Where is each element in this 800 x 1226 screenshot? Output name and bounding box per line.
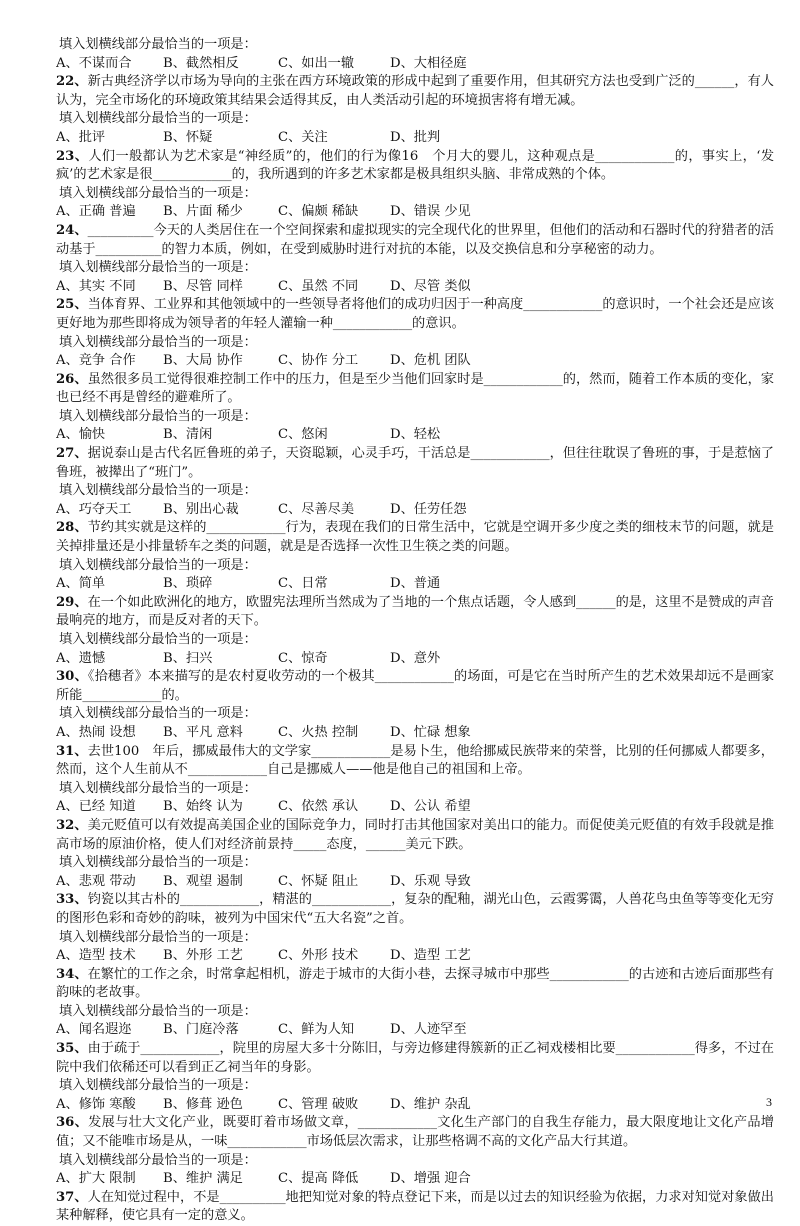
answer-option: C、怀疑 阻止 <box>278 873 359 889</box>
question-text: 由于疏于____________，院里的房屋大多十分陈旧，与旁边修建得簇新的正乙祠戏楼相比要____________得多，不过在院中我们依稀还可以看到正乙祠当年的身影。 <box>56 1041 774 1075</box>
question-stem <box>56 743 774 780</box>
question-stem <box>56 1189 774 1226</box>
question-text: 发展与壮大文化产业，既要盯着市场做文章，____________文化生产部门的自我生存能力，最大限度地让文化产品增值；又不能唯市场是从，一味____________市场低层次需求，让那些格调不高的文化产品大行其道。 <box>56 1115 774 1150</box>
question-number: 28、 <box>56 520 88 536</box>
question-text: 钧瓷以其古朴的____________，精湛的____________，复杂的配釉，湖光山色，云霞雾霭，人兽花鸟虫鱼等等变化无穷的图形色彩和奇妙的韵味，被列为中国宋代“五大名瓷”之首。 <box>56 892 774 926</box>
question-number: 35、 <box>56 1041 88 1057</box>
question-stem <box>56 445 774 482</box>
question-number: 24、 <box>56 222 88 238</box>
answer-option: B、清闲 <box>163 427 213 443</box>
question-stem <box>56 222 774 259</box>
answer-option: C、外形 技术 <box>278 948 359 964</box>
answer-option: D、任劳任怨 <box>390 501 467 517</box>
answer-options <box>56 947 774 966</box>
question-number: 30、 <box>56 669 88 685</box>
question-number: 34、 <box>56 966 88 982</box>
question-stem <box>56 371 774 408</box>
answer-option: D、忙碌 想象 <box>390 724 471 740</box>
question-text: 人们一般都认为艺术家是“神经质”的，他们的行为像16 个月大的婴儿，这种观点是____________的，事实上，‘发疯’的艺术家是很____________的，我所遇到的许多艺术家都是极具组织头脑、非常成熟的个体。 <box>56 148 775 183</box>
answer-option: C、依然 承认 <box>278 799 359 815</box>
answer-option: A、不谋而合 <box>56 55 132 71</box>
question-prompt: 填入划横线部分最恰当的一项是： <box>59 483 257 499</box>
question-text: 当体育界、工业界和其他领域中的一些领导者将他们的成功归因于一种高度____________的意识时，一个社会还是应该更好地为那些即将成为领导者的年轻人灌输一种____________的意识。 <box>56 297 774 331</box>
question-stem <box>56 73 774 110</box>
answer-option: D、意外 <box>390 650 441 666</box>
answer-option: D、维护 杂乱 <box>390 1096 471 1112</box>
question-text: 美元贬值可以有效提高美国企业的国际竞争力，同时打击其他国家对美出口的能力。而促使美元贬值的有效手段就是推高市场的原油价格，使人们对经济前景持_____态度，______美元下跌。 <box>56 817 774 852</box>
question-prompt: 填入划横线部分最恰当的一项是： <box>59 408 257 424</box>
answer-options <box>56 873 774 892</box>
question-number: 37、 <box>56 1189 88 1205</box>
answer-option: B、始终 认为 <box>163 799 243 815</box>
answer-option: A、正确 普遍 <box>56 204 136 220</box>
answer-options <box>56 575 774 594</box>
answer-option: B、外形 工艺 <box>163 948 243 964</box>
question-text: 人在知觉过程中，不是__________地把知觉对象的特点登记下来，而是以过去的知识经验为依据，力求对知觉对象做出某种解释，使它具有一定的意义。 <box>56 1189 774 1224</box>
question-text: 据说泰山是古代名匠鲁班的弟子，天资聪颖，心灵手巧，干活总是____________，但往往耽误了鲁班的事，于是惹恼了鲁班，被撵出了“班门”。 <box>56 446 774 480</box>
question-number: 36、 <box>56 1115 89 1131</box>
answer-options <box>56 1021 774 1040</box>
answer-option: B、片面 稀少 <box>163 204 243 220</box>
answer-option: C、协作 分工 <box>278 353 359 369</box>
question-number: 25、 <box>56 297 88 313</box>
answer-option: B、门庭冷落 <box>163 1022 239 1038</box>
answer-option: B、怀疑 <box>163 129 213 145</box>
question-prompt: 填入划横线部分最恰当的一项是： <box>59 37 257 52</box>
question-stem <box>56 891 774 928</box>
question-prompt: 填入划横线部分最恰当的一项是： <box>59 855 257 871</box>
answer-option: A、造型 技术 <box>56 948 136 964</box>
answer-option: D、公认 希望 <box>390 799 471 815</box>
answer-option: D、尽管 类似 <box>390 278 471 294</box>
answer-options <box>56 278 774 297</box>
answer-option: A、批评 <box>56 129 106 145</box>
question-text: 《拾穗者》本来描写的是农村夏收劳动的一个极其____________的场面，可是它在当时所产生的艺术效果却远不是画家所能____________的。 <box>56 669 774 703</box>
question-number: 31、 <box>56 743 88 759</box>
answer-option: B、观望 遏制 <box>163 873 243 889</box>
question-stem <box>56 519 774 556</box>
answer-option: A、竞争 合作 <box>56 353 136 369</box>
answer-option: D、造型 工艺 <box>390 948 471 964</box>
answer-option: B、修葺 逊色 <box>163 1096 243 1112</box>
question-prompt: 填入划横线部分最恰当的一项是： <box>59 929 257 945</box>
question-number: 23、 <box>56 148 89 164</box>
answer-option: D、轻松 <box>390 427 441 443</box>
answer-options <box>56 501 774 520</box>
answer-option: B、平凡 意料 <box>163 724 243 740</box>
question-prompt: 填入划横线部分最恰当的一项是： <box>59 334 257 350</box>
answer-option: B、琐碎 <box>163 576 213 592</box>
question-stem <box>56 594 774 631</box>
answer-options <box>56 426 774 445</box>
answer-option: C、尽善尽美 <box>278 501 355 517</box>
question-number: 22、 <box>56 74 88 90</box>
answer-option: A、扩大 限制 <box>56 1171 136 1187</box>
answer-options <box>56 1096 774 1115</box>
answer-options <box>56 1170 774 1189</box>
answer-option: B、大局 协作 <box>163 353 243 369</box>
answer-option: B、维护 满足 <box>163 1171 243 1187</box>
question-prompt: 填入划横线部分最恰当的一项是： <box>59 1078 257 1094</box>
answer-option: A、愉快 <box>56 427 106 443</box>
answer-option: D、乐观 导致 <box>390 873 471 889</box>
question-prompt: 填入划横线部分最恰当的一项是： <box>59 1152 257 1168</box>
answer-option: C、惊奇 <box>278 650 328 666</box>
answer-option: B、扫兴 <box>163 650 213 666</box>
answer-option: C、鲜为人知 <box>278 1022 355 1038</box>
question-stem <box>56 1114 774 1151</box>
answer-option: C、日常 <box>278 576 328 592</box>
answer-option: C、提高 降低 <box>278 1171 359 1187</box>
answer-option: B、别出心裁 <box>163 501 239 517</box>
question-prompt: 填入划横线部分最恰当的一项是： <box>59 1003 257 1019</box>
answer-option: C、偏颇 稀缺 <box>278 204 359 220</box>
answer-option: D、错误 少见 <box>390 204 471 220</box>
question-text: 在繁忙的工作之余，时常拿起相机，游走于城市的大街小巷，去探寻城市中那些____________的古迹和古迹后面那些有韵味的老故事。 <box>56 966 774 1001</box>
answer-option: B、截然相反 <box>163 55 239 71</box>
question-text: 去世100 年后，挪威最伟大的文学家____________是易卜生，他给挪威民族带来的荣誉，比别的任何挪威人都要多，然而，这个人生前从不____________自己是挪威人——他是他自己的祖国和上帝。 <box>56 743 774 778</box>
answer-option: A、热闹 设想 <box>56 724 136 740</box>
answer-option: C、管理 破败 <box>278 1096 359 1112</box>
question-prompt: 填入划横线部分最恰当的一项是： <box>59 557 257 573</box>
question-text: 节约其实就是这样的____________行为，表现在我们的日常生活中，它就是空调开多少度之类的细枝末节的问题，就是关掉排量还是小排量轿车之类的问题，就是是否选择一次性卫生筷之类的问题。 <box>56 520 774 555</box>
question-prompt: 填入划横线部分最恰当的一项是： <box>59 260 257 276</box>
question-stem <box>56 966 774 1003</box>
question-prompt: 填入划横线部分最恰当的一项是： <box>59 111 257 127</box>
question-stem <box>56 668 774 705</box>
question-prompt: 填入划横线部分最恰当的一项是： <box>59 632 257 647</box>
answer-option: C、火热 控制 <box>278 724 359 740</box>
answer-options <box>56 798 774 817</box>
question-stem <box>56 1040 774 1077</box>
question-list <box>56 36 774 1226</box>
answer-options <box>56 55 774 74</box>
question-number: 33、 <box>56 892 88 908</box>
question-prompt: 填入划横线部分最恰当的一项是： <box>59 706 257 722</box>
question-text: __________今天的人类居住在一个空间探索和虚拟现实的完全现代化的世界里，但他们的活动和石器时代的狩猎者的活动基于__________的智力本质，例如，在受到威胁时进行对抗的本能，以及交换信息和分享秘密的动力。 <box>56 222 774 257</box>
page-number: 3 <box>766 1095 772 1110</box>
answer-options <box>56 724 774 743</box>
question-number: 27、 <box>56 446 88 462</box>
answer-option: C、关注 <box>278 129 328 145</box>
answer-option: D、批判 <box>390 129 441 145</box>
answer-option: A、已经 知道 <box>56 799 136 815</box>
answer-option: D、增强 迎合 <box>390 1171 471 1187</box>
answer-options <box>56 352 774 371</box>
answer-options <box>56 129 774 148</box>
answer-option: A、遗憾 <box>56 650 106 666</box>
answer-option: D、大相径庭 <box>390 55 467 71</box>
question-text: 在一个如此欧洲化的地方，欧盟宪法理所当然成为了当地的一个焦点话题，令人感到______的是，这里不是赞成的声音最响亮的地方，而是反对者的天下。 <box>56 594 774 629</box>
answer-options <box>56 650 774 669</box>
answer-option: A、简单 <box>56 576 106 592</box>
answer-option: C、如出一辙 <box>278 55 355 71</box>
answer-option: C、悠闲 <box>278 427 328 443</box>
question-number: 29、 <box>56 594 88 610</box>
question-stem <box>56 148 774 185</box>
answer-option: B、尽管 同样 <box>163 278 243 294</box>
answer-option: C、虽然 不同 <box>278 278 359 294</box>
answer-option: D、危机 团队 <box>390 353 471 369</box>
answer-option: A、其实 不同 <box>56 278 136 294</box>
question-number: 26、 <box>56 371 88 387</box>
question-stem <box>56 296 774 333</box>
question-number: 32、 <box>56 817 88 833</box>
answer-option: A、巧夺天工 <box>56 501 132 517</box>
question-text: 新古典经济学以市场为导向的主张在西方环境政策的形成中起到了重要作用，但其研究方法也受到广泛的______，有人认为，完全市场化的环境政策其结果会适得其反，由人类活动引起的环境损害将有增无减。 <box>56 74 774 108</box>
answer-option: A、悲观 带动 <box>56 873 136 889</box>
answer-options <box>56 203 774 222</box>
answer-option: D、人迹罕至 <box>390 1022 467 1038</box>
answer-option: D、普通 <box>390 576 441 592</box>
question-prompt: 填入划横线部分最恰当的一项是： <box>59 185 257 201</box>
question-prompt: 填入划横线部分最恰当的一项是： <box>59 780 257 796</box>
answer-option: A、闻名遐迩 <box>56 1022 132 1038</box>
question-text: 虽然很多员工觉得很难控制工作中的压力，但是至少当他们回家时是____________的，然而，随着工作本质的变化，家也已经不再是曾经的避难所了。 <box>56 371 774 406</box>
question-stem <box>56 817 774 854</box>
answer-option: A、修饰 寒酸 <box>56 1096 136 1112</box>
